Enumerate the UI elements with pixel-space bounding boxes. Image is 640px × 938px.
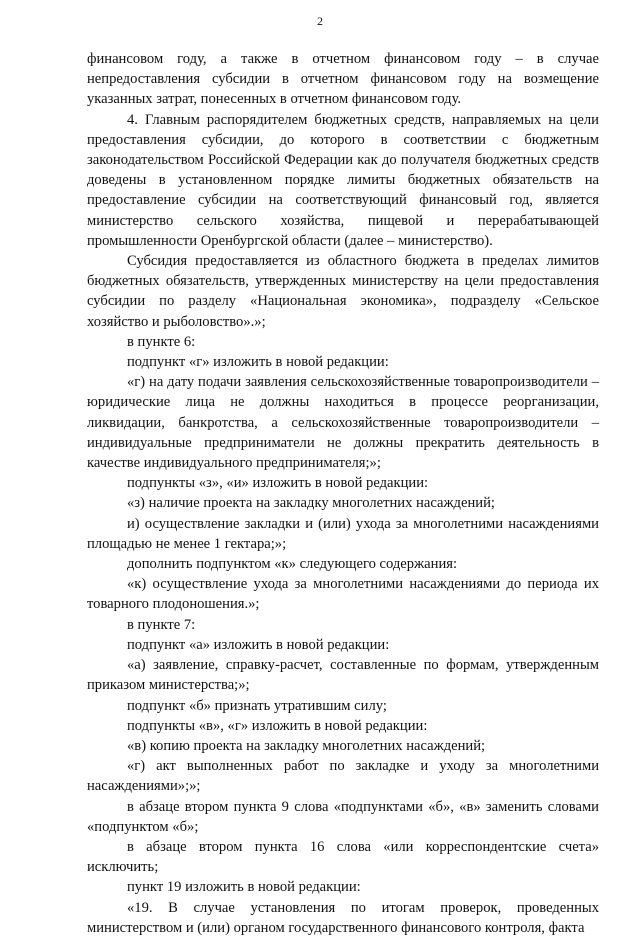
paragraph-point-7: в пункте 7: bbox=[127, 616, 196, 633]
paragraph-subpoint-b-void: подпункт «б» признать утратившим силу; bbox=[127, 697, 387, 714]
paragraph-subpoint-z-text: «з) наличие проекта на закладку многолетних насаждений; bbox=[127, 495, 495, 512]
paragraph-subpoint-a-instruction: подпункт «а» изложить в новой редакции: bbox=[127, 636, 390, 653]
page-number: 2 bbox=[317, 14, 323, 28]
paragraph-subpoint-a-text: «а) заявление, справку-расчет, составленные по формам, утвержденным приказом министерства;»; bbox=[87, 657, 599, 694]
paragraph-subpoint-k-instruction: дополнить подпунктом «к» следующего содержания: bbox=[127, 556, 458, 573]
paragraph-subpoint-g-text: «г) на дату подачи заявления сельскохозяйственные товаропроизводители – юридические лица не должны находиться в процессе реорганизации, ликвидации, банкротства, а сельскохозяйственные товаропроизводители – индивидуальные предприниматели не должны прекратить деятельность в качестве индивидуального предпринимателя;»; bbox=[87, 374, 599, 472]
paragraph-continuation: финансовом году, а также в отчетном финансовом году – в случае непредоставления субсидии в отчетном финансовом году на возмещение указанных затрат, понесенных в отчетном финансовом году. bbox=[87, 51, 599, 108]
paragraph-point-16-change: в абзаце втором пункта 16 слова «или корреспондентские счета» исключить; bbox=[87, 838, 599, 876]
paragraph-subpoint-g2-text: «г) акт выполненных работ по закладке и уходу за многолетними насаждениями»;»; bbox=[87, 758, 599, 795]
paragraph-point-6: в пункте 6: bbox=[127, 333, 196, 350]
paragraph-subsidy-source: Субсидия предоставляется из областного бюджета в пределах лимитов бюджетных обязательств, утвержденных министерству на цели предоставления субсидии по разделу «Национальная экономика», подразделу «Сельское хозяйство и рыболовство».»; bbox=[87, 253, 599, 330]
paragraph-point-9-change: в абзаце втором пункта 9 слова «подпунктами «б», «в» заменить словами «подпунктом «б»; bbox=[87, 798, 599, 835]
paragraph-subpoint-k-text: «к) осуществление ухода за многолетними насаждениями до периода их товарного плодоношения.»; bbox=[87, 576, 599, 613]
paragraph-point-19-instruction: пункт 19 изложить в новой редакции: bbox=[127, 879, 361, 896]
paragraph-subpoint-g-instruction: подпункт «г» изложить в новой редакции: bbox=[127, 354, 389, 371]
paragraph-subpoint-v-text: «в) копию проекта на закладку многолетних насаждений; bbox=[127, 737, 486, 754]
paragraph-subpoints-v-g-instruction: подпункты «в», «г» изложить в новой редакции: bbox=[127, 717, 428, 734]
document-body bbox=[87, 49, 599, 938]
paragraph-subpoints-z-i-instruction: подпункты «з», «и» изложить в новой редакции: bbox=[127, 475, 429, 492]
paragraph-item-4: 4. Главным распорядителем бюджетных средств, направляемых на цели предоставления субсидии, до которого в соответствии с бюджетным законодательством Российской Федерации как до получателя бюджетных средств доведены в установленном порядке лимиты бюджетных обязательств на предоставление субсидии на соответствующий финансовый год, является министерство сельского хозяйства, пищевой и перерабатывающей промышленности Оренбургской области (далее – министерство). bbox=[87, 111, 599, 249]
paragraph-point-19-text: «19. В случае установления по итогам проверок, проведенных министерством и (или) органом государственного финансового контроля, факта bbox=[87, 899, 599, 936]
paragraph-subpoint-i-text: и) осуществление закладки и (или) ухода за многолетними насаждениями площадью не менее 1 гектара;»; bbox=[87, 515, 599, 552]
